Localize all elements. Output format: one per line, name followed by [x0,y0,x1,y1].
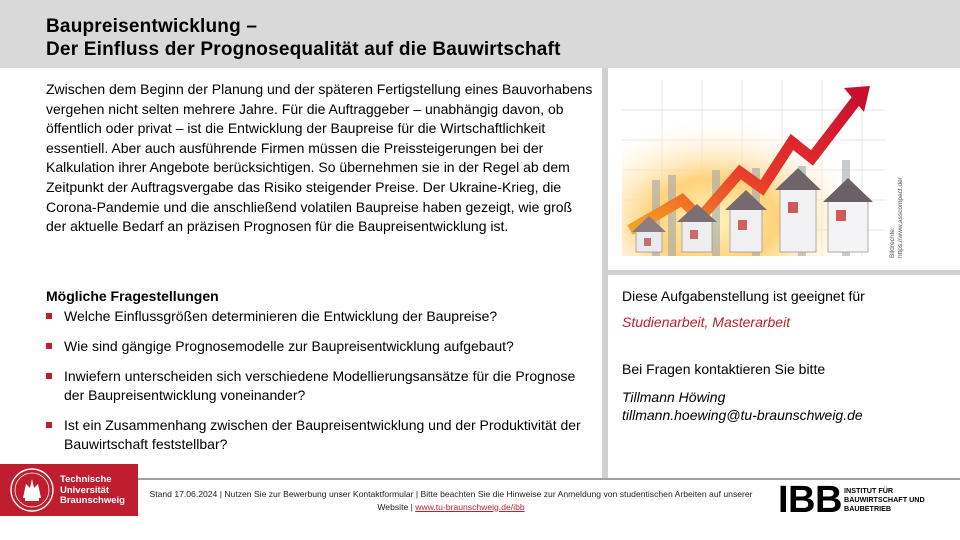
bullet-icon [46,313,52,319]
website-link[interactable]: www.tu-braunschweig.de/ibb [415,501,525,512]
contact-email[interactable]: tillmann.hoewing@tu-braunschweig.de [622,407,863,423]
rising-prices-houses-image [622,80,886,256]
horizontal-divider [608,270,960,275]
tu-name: Technische Universität Braunschweig [60,474,125,506]
bullet-icon [46,343,52,349]
header-bar [0,0,960,68]
ibb-institute-name: INSTITUT FÜR BAUWIRTSCHAFT UND BAUBETRIEB [844,486,925,513]
ibb-logo: IBB [778,479,842,521]
question-item: Inwiefern unterscheiden sich verschiedene Modellierungsansätze für die Prognose der Baupreisentwicklung voneinander? [46,367,586,405]
tu-seal-icon [6,464,58,516]
question-item: Ist ein Zusammenhang zwischen der Baupreisentwicklung und der Produktivität der Bauwirtschaft feststellbar? [46,416,586,454]
bullet-icon [46,422,52,428]
intro-paragraph: Zwischen dem Beginn der Planung und der späteren Fertigstellung eines Bauvorhabens vergehen nicht selten mehrere Jahre. Für die Auftraggeber – unabhängig davon, ob öffentlich oder privat – ist die Entwicklung der Baupreise für die Wirtschaftlichkeit essentiell. Aber auch ausführende Firmen müssen die Preissteigerungen bei der Kalkulation ihrer Angebote berücksichtigen. So übernehmen sie in der Regel ab dem Zeitpunkt der Auftragsvergabe das Risiko steigender Preise. Der Ukraine-Krieg, die Corona-Pandemie und die anschließend volatilen Baupreise haben gezeigt, wie groß der aktuelle Bedarf an präzisen Prognosen für die Baupreisentwicklung ist. [46,81,593,235]
suitable-value: Studienarbeit, Masterarbeit [622,314,791,330]
bullet-icon [46,373,52,379]
page-title-line-1: Baupreisentwicklung – [46,16,258,37]
questions-heading: Mögliche Fragestellungen [46,288,219,304]
question-item: Welche Einflussgrößen determinieren die Entwicklung der Baupreise? [46,307,586,326]
page-title-line-2: Der Einfluss der Prognosequalität auf die Bauwirtschaft [46,39,561,60]
contact-label: Bei Fragen kontaktieren Sie bitte [622,361,826,377]
contact-name: Tillmann Höwing [622,389,726,405]
image-credit: Bildrechte: https://www.asscompact.de/ [889,177,904,258]
questions-list [46,307,586,465]
suitable-label: Diese Aufgabenstellung ist geeignet für [622,288,865,304]
rising-arrow-houses-illustration [622,80,886,256]
tu-braunschweig-logo [0,464,138,516]
footer-text: Stand 17.06.2024 | Nutzen Sie zur Bewerbung unser Kontaktformular | Bitte beachten Sie die Hinweise zur Anmeldung von studentischen Arbeiten auf unserer Website | www.tu-braunschweig.de/ibb [149,489,753,512]
question-item: Wie sind gängige Prognosemodelle zur Baupreisentwicklung aufgebaut? [46,337,586,356]
